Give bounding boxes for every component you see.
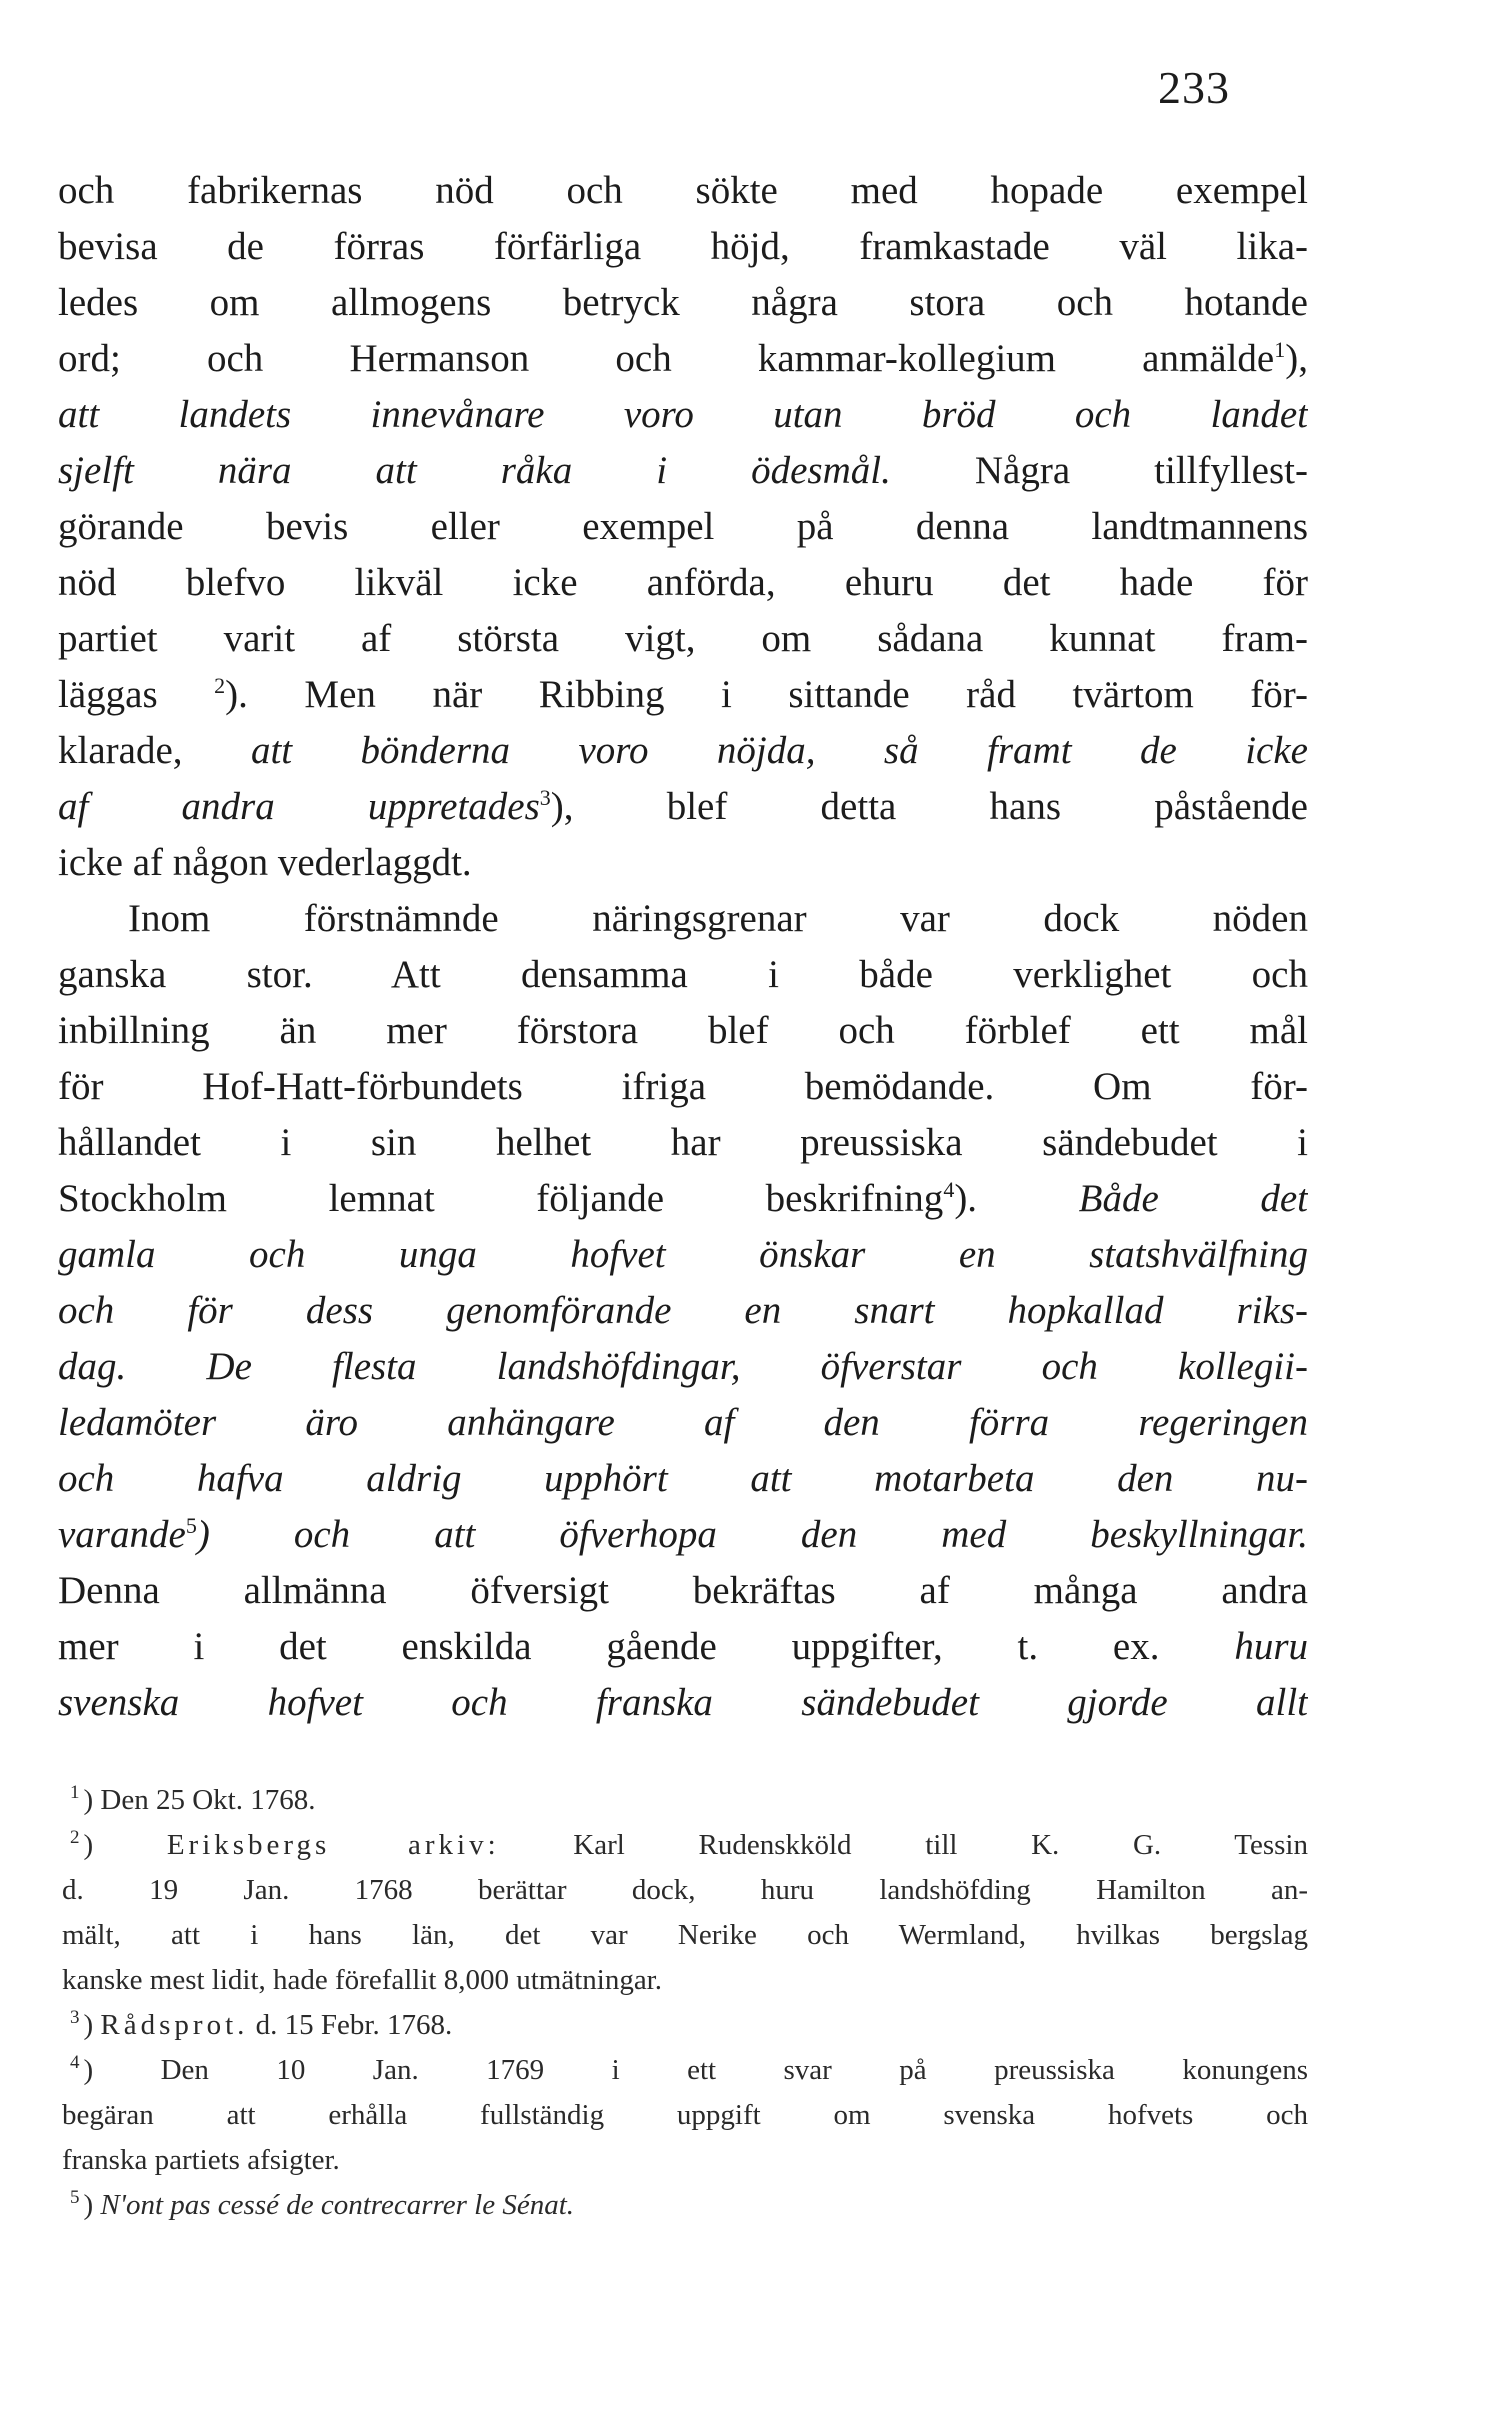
footnote-1: $^1$ ) Den 25 Okt. 1768. — [70, 1782, 316, 1816]
text-line: ledes om allmogens betryck några stora och hotande — [58, 281, 1308, 324]
text-line: varande$^5$) och att öfverhopa den med beskyllningar. — [58, 1513, 1308, 1556]
text-line: görande bevis eller exempel på denna landtmannens — [58, 505, 1308, 548]
text-line: partiet varit af största vigt, om sådana kunnat fram- — [58, 617, 1308, 660]
body-text — [58, 163, 1308, 1731]
footnote-4: $^4$ ) Den 10 Jan. 1769 i ett svar på preussiska konungens — [70, 2052, 1308, 2086]
text-line: och fabrikernas nöd och sökte med hopade exempel — [58, 169, 1308, 212]
footnotes — [62, 1778, 1308, 2228]
text-line: gamla och unga hofvet önskar en statshvälfning — [58, 1233, 1308, 1276]
text-line: Inom förstnämnde näringsgrenar var dock nöden — [128, 897, 1308, 940]
text-line: inbillning än mer förstora blef och förblef ett mål — [58, 1009, 1308, 1052]
text-line: klarade, att bönderna voro nöjda, så framt de icke — [58, 729, 1308, 772]
footnote-ref: 5 — [185, 1513, 197, 1538]
text-line: ganska stor. Att densamma i både verklighet och — [58, 953, 1308, 996]
footnote-ref: 3 — [539, 785, 551, 810]
text-line: icke af någon vederlaggdt. — [58, 841, 472, 884]
text-line: för Hof-Hatt-förbundets ifriga bemödande. Om för- — [58, 1065, 1308, 1108]
text-line: mer i det enskilda gående uppgifter, t. ex. huru — [58, 1625, 1308, 1668]
footnote-ref: 2 — [214, 673, 226, 698]
footnote-4-line: franska partiets afsigter. — [62, 2144, 340, 2176]
text-line: bevisa de förras förfärliga höjd, framkastade väl lika- — [58, 225, 1308, 268]
text-line: af andra uppretades$^3$), blef detta hans påstående — [58, 785, 1308, 828]
footnote-3: $^3$ ) Rådsprot. d. 15 Febr. 1768. — [70, 2007, 453, 2041]
text-line: ord; och Hermanson och kammar-kollegium anmälde$^1$), — [58, 337, 1308, 380]
text-line: Stockholm lemnat följande beskrifning$^4$). Både det — [58, 1177, 1308, 1220]
footnote-5: $^5$ ) N'ont pas cessé de contrecarrer le Sénat. — [70, 2187, 575, 2221]
footnote-ref: 1 — [1274, 337, 1286, 362]
text-line: att landets innevånare voro utan bröd och landet — [58, 393, 1308, 436]
text-line: läggas $^2$). Men när Ribbing i sittande råd tvärtom för- — [58, 673, 1308, 716]
text-line: dag. De flesta landshöfdingar, öfverstar och kollegii- — [58, 1345, 1308, 1388]
text-line: Denna allmänna öfversigt bekräftas af många andra — [58, 1569, 1308, 1612]
page-number: 233 — [1158, 62, 1230, 113]
text-line: hållandet i sin helhet har preussiska sändebudet i — [58, 1121, 1308, 1164]
text-line: nöd blefvo likväl icke anförda, ehuru det hade för — [58, 561, 1308, 604]
text-line: och hafva aldrig upphört att motarbeta den nu- — [58, 1457, 1308, 1500]
text-line: sjelft nära att råka i ödesmål. Några tillfyllest- — [58, 449, 1308, 492]
footnote-4-line: begäran att erhålla fullständig uppgift om svenska hofvets och — [62, 2099, 1308, 2131]
footnote-2: $^2$ ) Eriksbergs arkiv: Karl Rudenskköld till K. G. Tessin — [70, 1827, 1308, 1861]
text-line: ledamöter äro anhängare af den förra regeringen — [58, 1401, 1308, 1444]
footnote-ref: 4 — [943, 1177, 955, 1202]
footnote-2-line: d. 19 Jan. 1768 berättar dock, huru landshöfding Hamilton an- — [62, 1874, 1308, 1906]
text-line: svenska hofvet och franska sändebudet gjorde allt — [58, 1681, 1308, 1724]
footnote-2-line: mält, att i hans län, det var Nerike och Wermland, hvilkas bergslag — [62, 1919, 1308, 1951]
text-line: och för dess genomförande en snart hopkallad riks- — [58, 1289, 1308, 1332]
footnote-2-line: kanske mest lidit, hade förefallit 8,000 utmätningar. — [62, 1964, 662, 1996]
